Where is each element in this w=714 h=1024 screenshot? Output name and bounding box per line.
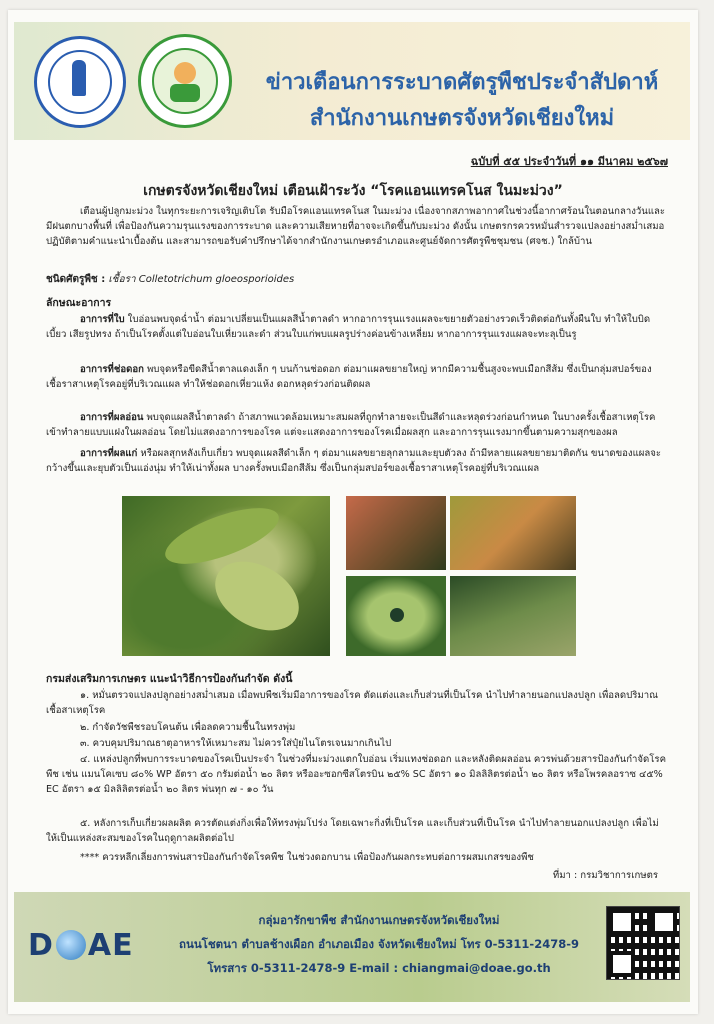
mango-leaf-photo xyxy=(122,496,330,656)
bulletin-page xyxy=(8,10,698,1014)
qr-code[interactable] xyxy=(606,906,680,980)
symptoms-heading: ลักษณะอาการ xyxy=(46,297,112,309)
header-title: ข่าวเตือนการระบาดศัตรูพืชประจำสัปดาห์ xyxy=(265,70,659,95)
advice-heading: กรมส่งเสริมการเกษตร แนะนำวิธีการป้องกันกำจัด ดังนี้ xyxy=(46,673,293,685)
symptom-young-fruit xyxy=(46,410,666,440)
doae-logo xyxy=(28,914,158,976)
source-credit: ที่มา : กรมวิชาการเกษตร xyxy=(552,870,658,881)
symptom-lead: อาการที่ใบ xyxy=(80,314,125,325)
logo-letter-d: D xyxy=(28,927,54,963)
pathogen-value: เชื้อรา Colletotrichum gloeosporioides xyxy=(108,274,295,285)
intro-paragraph: เตือนผู้ปลูกมะม่วง ในทุกระยะการเจริญเติบโต รับมือโรคแอนแทรคโนส ในมะม่วง เนื่องจากสภาพอากาศในช่วงนี้อากาศร้อนในตอนกลางวันและมีฝนตกบางพื้นที่ เพื่อป้องกันความรุนแรงของการระบาด และความเสียหายที่อาจจะเกิดขึ้นกับมะม่วง ดังนั้น เกษตรกรควรหมั่นสำรวจแปลงอย่างสม่ำเสมอ ปฏิบัติตามคำแนะนำเบื้องต้น และสามารถขอรับคำปรึกษาได้จากสำนักงานเกษตรอำเภอและศูนย์จัดการศัตรูพืชชุมชน (ศจช.) ใกล้บ้าน xyxy=(46,206,666,247)
header-subtitle: สำนักงานเกษตรจังหวัดเชียงใหม่ xyxy=(309,106,615,131)
footer-contact: โทรสาร 0-5311-2478-9 E-mail : chiangmai@doae.go.th xyxy=(207,961,551,975)
flower-symptom-photo xyxy=(346,496,446,570)
symptom-lead: อาการที่ช่อดอก xyxy=(80,364,144,375)
inflorescence-photo xyxy=(450,496,576,570)
globe-icon xyxy=(56,930,86,960)
leaf-lesion-photo xyxy=(450,576,576,656)
symptom-lead: อาการที่ผลแก่ xyxy=(80,448,138,459)
footer-banner xyxy=(14,892,690,1002)
symptom-flower xyxy=(46,362,666,392)
advice-item: ๓. ควบคุมปริมาณธาตุอาหารให้เหมาะสม ไม่ควรใส่ปุ๋ยไนโตรเจนมากเกินไป xyxy=(80,738,392,749)
advice-item: ๑. หมั่นตรวจแปลงปลูกอย่างสม่ำเสมอ เมื่อพบพืชเริ่มมีอาการของโรค ตัดแต่งและเก็บส่วนที่เป็นโรค นำไปทำลายนอกแปลงปลูก เพื่อลดปริมาณเชื้อสาเหตุโรค xyxy=(46,690,659,716)
pathogen-line xyxy=(46,272,666,287)
header-banner xyxy=(14,22,690,140)
advice-item: ๒. กำจัดวัชพืชรอบโคนต้น เพื่อลดความชื้นในทรงพุ่ม xyxy=(80,722,296,733)
footer-office: กลุ่มอารักขาพืช สำนักงานเกษตรจังหวัดเชียงใหม่ xyxy=(258,913,500,927)
logo-letters-ae: AE xyxy=(87,927,134,963)
symptom-ripe-fruit xyxy=(46,446,666,476)
issue-number: ฉบับที่ ๕๕ ประจำวันที่ ๑๑ มีนาคม ๒๕๖๗ xyxy=(470,155,668,168)
symptom-lead: อาการที่ผลอ่อน xyxy=(80,412,144,423)
spray-note: **** ควรหลีกเลี่ยงการพ่นสารป้องกันกำจัดโรคพืช ในช่วงดอกบาน เพื่อป้องกันผลกระทบต่อการผสมเกสรของพืช xyxy=(80,852,534,863)
pathogen-label: ชนิดศัตรูพืช : xyxy=(46,274,106,285)
doae-emblem-logo xyxy=(138,34,232,128)
ministry-logo xyxy=(34,36,126,128)
symptom-text: พบจุดแผลสีน้ำตาลดำ ถ้าสภาพแวดล้อมเหมาะสมผลที่ถูกทำลายจะเป็นสีดำและหลุดร่วงก่อนกำหนด ในบางครั้งเชื้อสาเหตุโรคเข้าทำลายแบบแฝงในผลอ่อน โดยไม่แสดงอาการของโรค แต่จะแสดงอาการของโรคเมื่อผลสุก และอาการรุนแรงมากขึ้นตามความสุกของผล xyxy=(46,412,656,438)
symptom-leaf xyxy=(46,312,666,342)
advice-item: ๕. หลังการเก็บเกี่ยวผลผลิต ควรตัดแต่งกิ่งเพื่อให้ทรงพุ่มโปร่ง โดยเฉพาะกิ่งที่เป็นโรค และเก็บส่วนที่เป็นโรค นำไปทำลายนอกแปลงปลูก เพื่อไม่ให้เป็นแหล่งสะสมของโรคในฤดูกาลผลิตต่อไป xyxy=(46,818,659,844)
fruit-lesion-photo xyxy=(346,576,446,656)
advice-item: ๔. แหล่งปลูกที่พบการระบาดของโรคเป็นประจำ ในช่วงที่มะม่วงแตกใบอ่อน เริ่มแทงช่อดอก และหลังติดผลอ่อน ควรพ่นด้วยสารป้องกันกำจัดโรคพืช เช่น แมนโคเซบ ๘๐% WP อัตรา ๕๐ กรัมต่อน้ำ ๒๐ ลิตร หรืออะซอกซีสโตรบิน ๒๕% SC อัตรา ๑๐ มิลลิลิตรต่อน้ำ ๒๐ ลิตร หรือโพรคลอราซ ๔๕% EC อัตรา ๑๕ มิลลิลิตรต่อน้ำ ๒๐ ลิตร พ่นทุก ๗ - ๑๐ วัน xyxy=(46,754,666,795)
symptom-text: ใบอ่อนพบจุดฉ่ำน้ำ ต่อมาเปลี่ยนเป็นแผลสีน้ำตาลดำ หากอาการรุนแรงแผลจะขยายตัวอย่างรวดเร็วติดต่อกันทั้งผืนใบ ทำให้ใบบิดเบี้ยว เสียรูปทรง ถ้าเป็นโรคตั้งแต่ใบอ่อนใบเหี่ยวและดำ ส่วนใบแก่พบแผลรูปร่างค่อนข้างเหลี่ยม หากอาการรุนแรงแผลจะทะลุเป็นรู xyxy=(46,314,651,340)
headline: เกษตรจังหวัดเชียงใหม่ เตือนเฝ้าระวัง “โรคแอนแทรคโนส ในมะม่วง” xyxy=(143,183,563,199)
symptom-text: พบจุดหรือขีดสีน้ำตาลแดงเล็ก ๆ บนก้านช่อดอก ต่อมาแผลขยายใหญ่ หากมีความชื้นสูงจะพบเมือกสีส้ม ซึ่งเป็นกลุ่มสปอร์ของเชื้อราสาเหตุโรคอยู่ที่บริเวณแผล ทำให้ช่อดอกเหี่ยวแห้ง ดอกหลุดร่วงก่อนติดผล xyxy=(46,364,652,390)
footer-address: ถนนโชตนา ตำบลช้างเผือก อำเภอเมือง จังหวัดเชียงใหม่ โทร 0-5311-2478-9 xyxy=(179,937,579,951)
symptom-text: หรือผลสุกหลังเก็บเกี่ยว พบจุดแผลสีดำเล็ก ๆ ต่อมาแผลขยายลุกลามและยุบตัวลง ถ้ามีหลายแผลขยายมาติดกัน ขนาดของแผลจะกว้างขึ้นและยุบตัวเป็นแอ่งนุ่ม ทำให้เน่าทั้งผล บางครั้งพบเมือกสีส้ม ซึ่งเป็นกลุ่มสปอร์ของเชื้อราสาเหตุโรคอยู่ที่บริเวณแผล xyxy=(46,448,662,474)
